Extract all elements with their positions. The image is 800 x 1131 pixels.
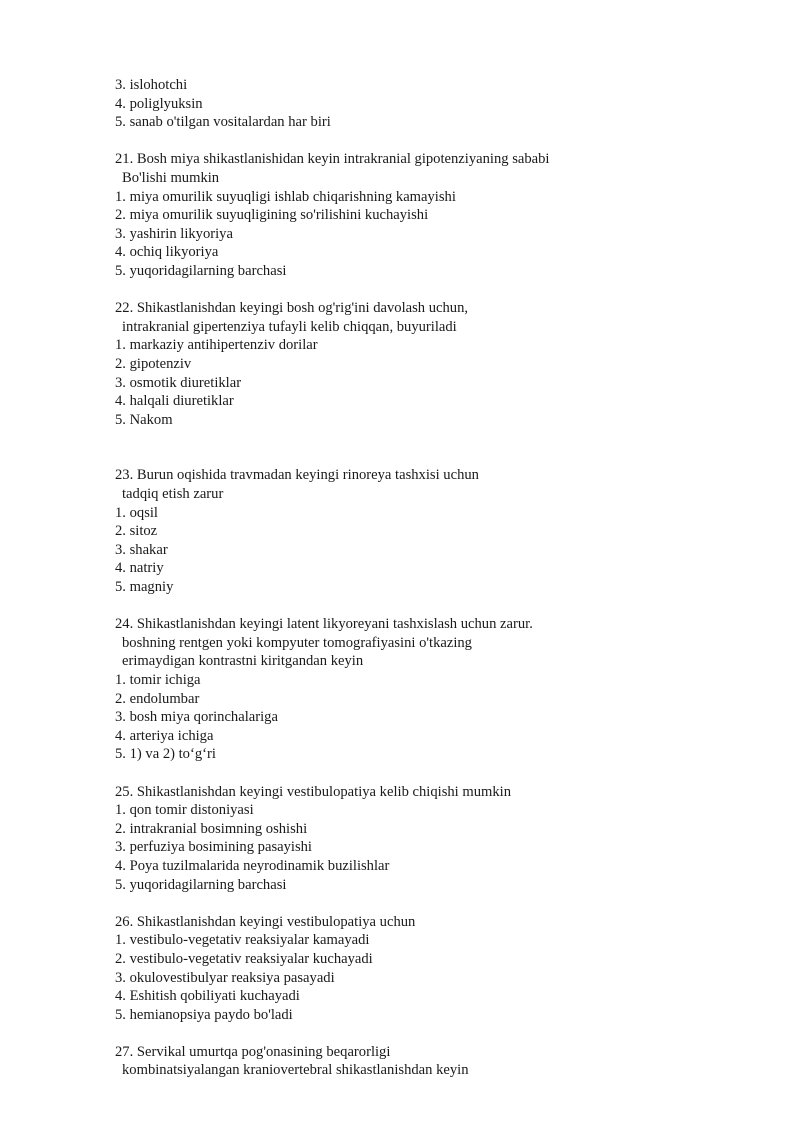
option-item: 3. islohotchi bbox=[115, 77, 188, 93]
option-item: 5. sanab o'tilgan vositalardan har biri bbox=[115, 114, 331, 131]
option-item: 4. Poya tuzilmalarida neyrodinamik buzilishlar bbox=[115, 857, 390, 874]
question-text: 27. Servikal umurtqa pog'onasining beqarorligi bbox=[115, 1043, 391, 1060]
question-text: 21. Bosh miya shikastlanishidan keyin intrakranial gipotenziyaning sababi bbox=[115, 151, 550, 168]
question-text-continuation: erimaydigan kontrastni kiritgandan keyin bbox=[122, 653, 364, 670]
option-item: 4. poliglyuksin bbox=[115, 95, 203, 112]
spacer bbox=[115, 894, 735, 913]
question-text-continuation: tadqiq etish zarur bbox=[122, 486, 224, 503]
spacer bbox=[115, 764, 735, 783]
question-text: 25. Shikastlanishdan keyingi vestibulopatiya kelib chiqishi mumkin bbox=[115, 783, 512, 800]
question-text: 22. Shikastlanishdan keyingi bosh og'rig'ini davolash uchun, bbox=[115, 300, 469, 317]
option-item: 2. endolumbar bbox=[115, 690, 200, 707]
question-text: 26. Shikastlanishdan keyingi vestibulopatiya uchun bbox=[115, 913, 416, 930]
question-block bbox=[115, 299, 735, 429]
spacer bbox=[115, 281, 735, 300]
option-item: 5. 1) va 2) to‘g‘ri bbox=[115, 746, 216, 763]
option-item: 1. oqsil bbox=[115, 504, 158, 521]
option-item: 2. intrakranial bosimning oshishi bbox=[115, 820, 308, 837]
option-item: 5. magniy bbox=[115, 579, 174, 596]
option-item: 5. Nakom bbox=[115, 411, 173, 428]
document-body bbox=[115, 76, 735, 1080]
option-item: 3. shakar bbox=[115, 541, 168, 558]
option-item: 5. yuqoridagilarning barchasi bbox=[115, 876, 287, 893]
option-item: 4. Eshitish qobiliyati kuchayadi bbox=[115, 988, 300, 1005]
question-block bbox=[115, 913, 735, 1025]
option-item: 1. miya omurilik suyuqligi ishlab chiqarishning kamayishi bbox=[115, 188, 456, 205]
question-text-continuation: Bo'lishi mumkin bbox=[122, 169, 220, 186]
question-text: 24. Shikastlanishdan keyingi latent likyoreyani tashxislash uchun zarur. bbox=[115, 616, 533, 633]
option-item: 4. natriy bbox=[115, 560, 164, 577]
option-item: 1. vestibulo-vegetativ reaksiyalar kamayadi bbox=[115, 932, 370, 949]
option-item: 1. tomir ichiga bbox=[115, 672, 201, 688]
spacer bbox=[115, 132, 735, 151]
option-item: 1. markaziy antihipertenziv dorilar bbox=[115, 337, 318, 354]
option-item: 2. sitoz bbox=[115, 523, 158, 540]
option-item: 2. miya omurilik suyuqligining so'rilishini kuchayishi bbox=[115, 207, 429, 224]
question-block bbox=[115, 783, 735, 895]
question-text: 23. Burun oqishida travmadan keyingi rinoreya tashxisi uchun bbox=[115, 467, 479, 484]
option-item: 4. halqali diuretiklar bbox=[115, 393, 234, 410]
option-item: 5. yuqoridagilarning barchasi bbox=[115, 262, 287, 279]
option-item: 4. arteriya ichiga bbox=[115, 727, 214, 744]
option-item: 4. ochiq likyoriya bbox=[115, 244, 219, 261]
question-text-continuation: boshning rentgen yoki kompyuter tomografiyasini o'tkazing bbox=[122, 634, 472, 651]
option-list bbox=[115, 76, 735, 132]
question-text-continuation: kombinatsiyalangan kraniovertebral shikastlanishdan keyin bbox=[122, 1062, 469, 1079]
option-item: 3. yashirin likyoriya bbox=[115, 225, 233, 242]
question-text-continuation: intrakranial gipertenziya tufayli kelib chiqqan, buyuriladi bbox=[122, 318, 457, 335]
spacer bbox=[115, 1024, 735, 1043]
option-item: 3. bosh miya qorinchalariga bbox=[115, 709, 278, 726]
option-item: 2. vestibulo-vegetativ reaksiyalar kuchayadi bbox=[115, 950, 373, 967]
option-item: 3. perfuziya bosimining pasayishi bbox=[115, 839, 312, 856]
option-item: 1. qon tomir distoniyasi bbox=[115, 802, 254, 819]
question-block bbox=[115, 466, 735, 596]
question-block bbox=[115, 150, 735, 280]
spacer bbox=[115, 429, 735, 466]
question-block bbox=[115, 615, 735, 764]
option-item: 2. gipotenziv bbox=[115, 355, 192, 372]
option-item: 3. okulovestibulyar reaksiya pasayadi bbox=[115, 969, 335, 986]
option-item: 5. hemianopsiya paydo bo'ladi bbox=[115, 1006, 293, 1023]
spacer bbox=[115, 597, 735, 616]
question-block bbox=[115, 1043, 735, 1080]
option-item: 3. osmotik diuretiklar bbox=[115, 374, 242, 391]
